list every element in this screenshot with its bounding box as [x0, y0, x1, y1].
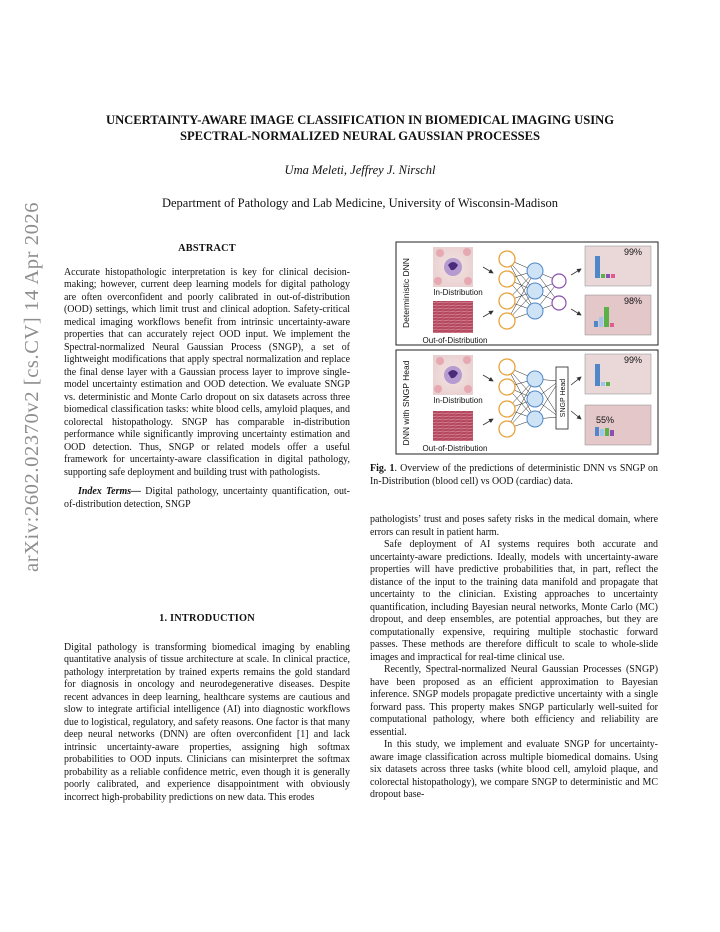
authors: Uma Meleti, Jeffrey J. Nirschl [284, 163, 436, 177]
prediction-chart-bottom-in [585, 354, 651, 394]
figure-caption [370, 463, 658, 488]
sngp-head-label: SNGP Head [560, 378, 567, 418]
paragraph: Recently, Spectral-normalized Neural Gaussian Processes (SNGP) have been proposed as an efficient approximation to Bayesian inference. SNGP models propagate predictive uncertainty with a single forward pass. This property makes SNGP particularly well-suited for computational pathology, where both efficiency and reliability are essential. [370, 664, 658, 738]
prediction-chart-top-in [585, 246, 651, 286]
blood-cell-image [433, 247, 473, 287]
abstract-heading: ABSTRACT [178, 243, 236, 254]
index-terms-label: Index Terms— [78, 486, 141, 497]
figure-caption-text: . Overview of the predictions of deterministic DNN vs SNGP on In-Distribution (blood cell) vs OOD (cardiac) data. [370, 463, 658, 487]
introduction-heading: 1. INTRODUCTION [159, 613, 255, 624]
intro-paragraph: Digital pathology is transforming biomedical imaging by enabling quantitative analysis of tissue architecture at scale. In clinical practice, pathology interpretation by trained experts remains the gold standard for diagnosis in oncology and neurodegenerative diseases. Despite recent advances in deep learning, healthcare systems are cautious and slow to integrate artificial intelligence (AI) into diagnostic workflows due to logistical, regulatory, and safety reasons. One factor is that many deep neural networks (DNN) are often overconfident [1] and lack intrinsic uncertainty-aware properties, assigning high softmax probabilities to OOD inputs. Clinicians can misinterpret the softmax probability as a reliable confidence metric, even though it is generally poorly calibrated, and experience disappointment with obviously incorrect high-probability predictions on new data. This erodes [64, 641, 350, 803]
confidence-label: 99% [623, 247, 643, 257]
confidence-label: 55% [595, 415, 615, 425]
index-terms-text: Digital pathology, uncertainty quantification, out-of-distribution detection, SNGP [64, 486, 350, 510]
abstract-text: Accurate histopathologic interpretation is key for clinical decision-making; however, current deep learning models for digital pathology are often overconfident and poorly calibrated in out-of-distribution (OOD) settings, which limit trust and clinical adoption. Safety-critical medical imaging workflows benefit from intrinsic uncertainty-aware properties that can accurately reject OOD input. We implement the Spectral-normalized Neural Gaussian Process (SNGP), a set of lightweight modifications that apply spectral normalization and replace the final dense layer with a Gaussian process layer to improve single-model uncertainty estimation and OOD detection. We evaluate SNGP vs. deterministic and Monte Carlo dropout on six datasets across three biomedical classification tasks: white blood cells, amyloid plaques, and colorectal histopathology. SNGP has comparable in-distribution performance while significantly improving uncertainty estimation and OOD detection. Thus, SNGP or related models offer a useful framework for uncertainty-aware classification in digital pathology, supporting safe deployment and building trust with pathologists. [64, 266, 350, 478]
cardiac-tissue-image [433, 301, 473, 333]
ood-label: Out-of-Distribution [422, 336, 488, 345]
index-terms [64, 486, 350, 511]
right-column-text [370, 514, 658, 802]
title-line: UNCERTAINTY-AWARE IMAGE CLASSIFICATION IN BIOMEDICAL IMAGING USING [105, 113, 615, 127]
paragraph: pathologists’ trust and poses safety risks in the medical domain, where errors can result in patient harm. [370, 514, 658, 538]
prediction-chart-bottom-ood [585, 405, 651, 445]
paragraph: Safe deployment of AI systems requires both accurate and uncertainty-aware predictions. Ideally, models with uncertainty-aware properties will have predictive probabilities that, in part, reflect the distance of the input to the training data manifold and propagate that uncertainty to the clinician. Existing approaches to uncertainty quantification, including Bayesian neural networks, Monte Carlo (MC) dropout, and deep ensembles, are potential approaches, but they are computationally expensive, requiring multiple stochastic forward passes. These methods are therefore difficult to scale to whole-slide images and impractical for real-time clinical use. [370, 539, 658, 663]
confidence-label: 98% [623, 296, 643, 306]
ood-label: Out-of-Distribution [422, 444, 488, 453]
paper-title [60, 112, 660, 144]
cardiac-tissue-image [433, 411, 473, 441]
deterministic-label: Deterministic DNN [401, 258, 411, 328]
arxiv-identifier: arXiv:2602.02370v2 [cs.CV] 14 Apr 2026 [21, 201, 43, 572]
affiliation: Department of Pathology and Lab Medicine, University of Wisconsin-Madison [161, 196, 559, 210]
in-distribution-label: In-Distribution [433, 288, 483, 297]
paragraph: In this study, we implement and evaluate SNGP for uncertainty-aware image classification across multiple biomedical domains. Using six datasets across three tasks (white blood cell, amyloid plaque, and colorectal histopathology), we compare SNGP to deterministic and MC dropout base- [370, 739, 658, 800]
confidence-label: 99% [623, 355, 643, 365]
blood-cell-image [433, 355, 473, 395]
title-line: SPECTRAL-NORMALIZED NEURAL GAUSSIAN PROCESSES [179, 129, 541, 143]
introduction-section [64, 613, 350, 804]
in-distribution-label: In-Distribution [433, 396, 483, 405]
abstract-section [64, 243, 350, 511]
figure-caption-label: Fig. 1 [370, 463, 395, 474]
prediction-chart-top-ood [585, 295, 651, 335]
figure-1 [395, 241, 659, 455]
sngp-label: DNN with SNGP Head [401, 360, 411, 446]
